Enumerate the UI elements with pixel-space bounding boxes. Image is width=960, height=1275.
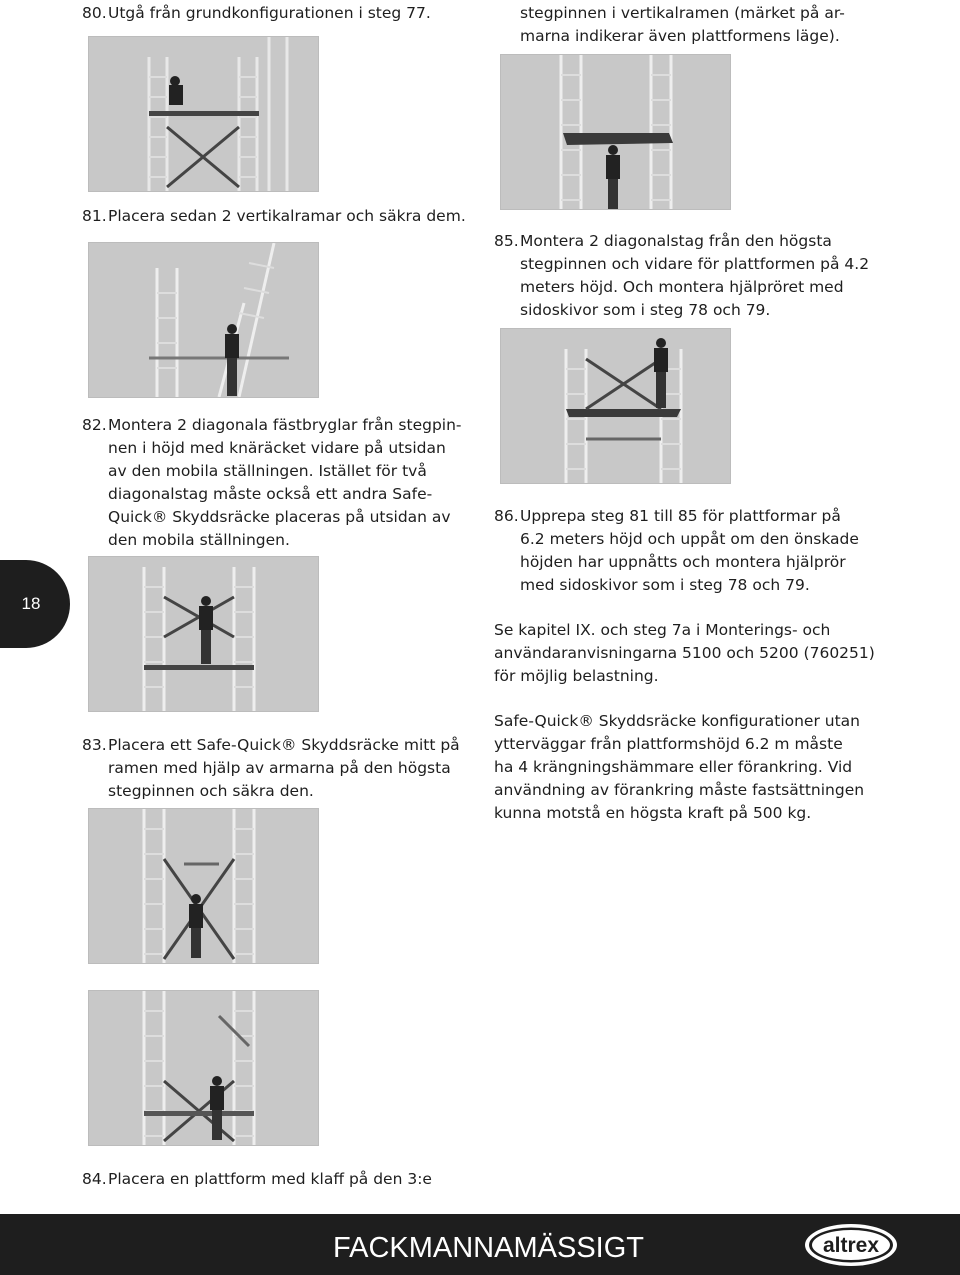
step-82 [82,414,482,552]
logo-text: altrex [822,1234,880,1257]
note-see-chapter: Se kapitel IX. och steg 7a i Monterings- och användaranvisningarna 5100 och 5200 (760251) för möjlig belastning. [494,621,875,685]
step-80 [82,2,482,25]
photo-step-85 [500,328,731,484]
step-number: 83. [82,736,107,754]
step-number: 86. [494,507,519,525]
step-number: 81. [82,207,107,225]
photo-step-80 [88,36,319,192]
step-84 [82,1168,482,1191]
step-text: Placera sedan 2 vertikalramar och säkra dem. [108,207,466,225]
step-86 [494,505,914,597]
step-81 [82,205,482,228]
page-number-tab [0,560,70,648]
step-text: Placera ett Safe-Quick® Skyddsräcke mitt på ramen med hjälp av armarna på den högsta stegpinnen och säkra den. [108,736,460,800]
step-number: 80. [82,4,107,22]
step-80-continued: stegpinnen i vertikalramen (märket på ar- marna indikerar även plattformens läge). [520,4,845,45]
step-number: 85. [494,232,519,250]
step-text: Placera en plattform med klaff på den 3:e [108,1170,432,1188]
page-number: 18 [21,594,41,613]
photo-step-84 [88,990,319,1146]
step-number: 84. [82,1170,107,1188]
photo-step-81 [88,242,319,398]
step-text: Utgå från grundkonfigurationen i steg 77. [108,4,431,22]
step-85 [494,230,914,322]
footer-title: FACKMANNAMÄSSIGT [333,1232,644,1264]
altrex-logo [803,1222,899,1268]
photo-step-80b [500,54,731,210]
note-safe-quick: Safe-Quick® Skyddsräcke konfigurationer utan ytterväggar från plattformshöjd 6.2 m måste ha 4 krängningshämmare eller förankring. Vid användning av förankring måste fastsättningen kunna motstå en högsta kraft på 500 kg. [494,712,865,822]
step-text: Montera 2 diagonalstag från den högsta stegpinnen och vidare för plattformen på 4.2 meters höjd. Och montera hjälpröret med sidoskivor som i steg 78 och 79. [520,232,870,319]
photo-step-83 [88,808,319,964]
step-text: Montera 2 diagonala fästbryglar från stegpin- nen i höjd med knäräcket vidare på utsidan av den mobila ställningen. Istället för två diagonalstag måste också ett andra Safe- Quick® Skyddsräcke placeras på utsidan av den mobila ställningen. [108,416,462,549]
step-83 [82,734,482,803]
footer-bar [0,1214,960,1275]
step-text: Upprepa steg 81 till 85 för plattformar på 6.2 meters höjd och uppåt om den önskade höjden har uppnåtts och montera hjälprör med sidoskivor som i steg 78 och 79. [520,507,859,594]
step-number: 82. [82,416,107,434]
photo-step-82 [88,556,319,712]
